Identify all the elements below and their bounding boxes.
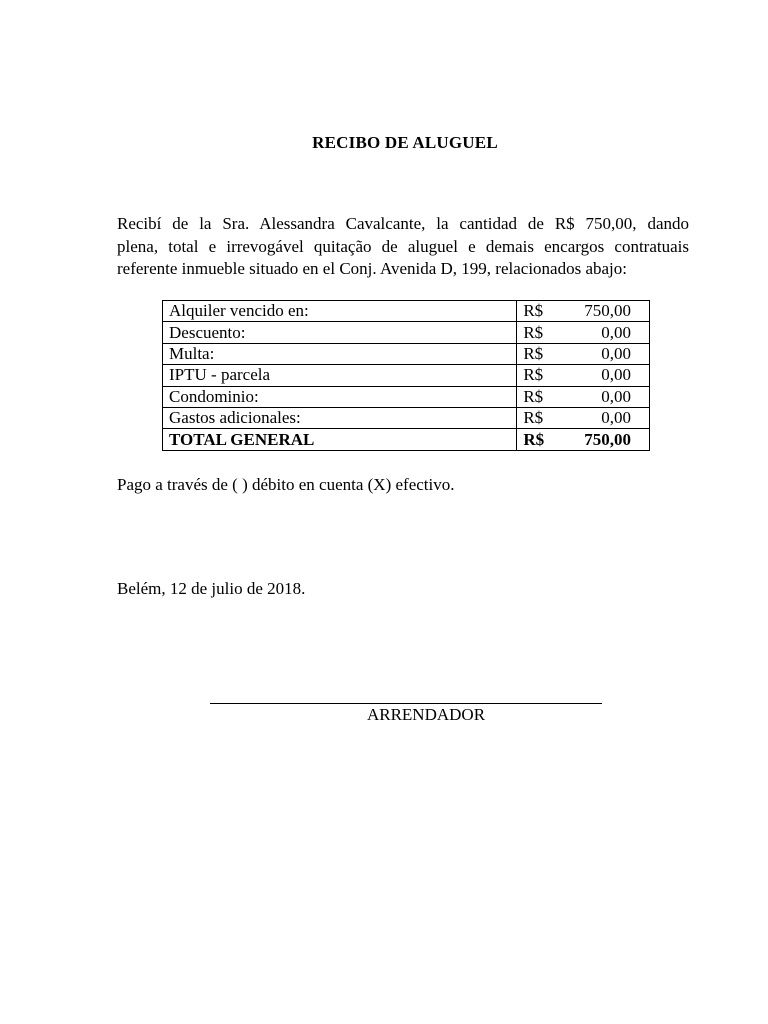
currency-symbol: R$ — [523, 301, 544, 321]
place-and-date: Belém, 12 de julio de 2018. — [117, 579, 306, 598]
charge-value — [517, 386, 650, 407]
total-label: TOTAL GENERAL — [163, 429, 517, 450]
charge-label: Condominio: — [163, 386, 517, 407]
charge-value — [517, 301, 650, 322]
charge-value — [517, 365, 650, 386]
currency-symbol: R$ — [523, 343, 544, 363]
charge-label: Multa: — [163, 343, 517, 364]
document-title: RECIBO DE ALUGUEL — [312, 133, 498, 152]
paragraph-line: Recibí de la Sra. Alessandra Cavalcante, la cantidad de R$ 750,00, dando — [117, 214, 689, 233]
total-amount: 750,00 — [584, 429, 631, 449]
paragraph-line: referente inmueble situado en el Conj. Avenida D, 199, relacionados abajo: — [117, 259, 627, 278]
table-row — [163, 407, 650, 428]
currency-symbol: R$ — [523, 365, 544, 385]
currency-symbol: R$ — [523, 322, 544, 342]
total-row — [163, 429, 650, 450]
charge-value — [517, 407, 650, 428]
charge-label: Gastos adicionales: — [163, 407, 517, 428]
currency-symbol: R$ — [523, 408, 544, 428]
charge-amount: 0,00 — [601, 322, 631, 342]
charge-amount: 0,00 — [601, 386, 631, 406]
signature-line — [210, 703, 602, 704]
charge-amount: 0,00 — [601, 408, 631, 428]
table-row — [163, 301, 650, 322]
charge-label: Descuento: — [163, 322, 517, 343]
charge-amount: 0,00 — [601, 343, 631, 363]
table-row — [163, 365, 650, 386]
receipt-paragraph — [117, 213, 689, 281]
signer-label: ARRENDADOR — [366, 705, 486, 724]
table-row — [163, 386, 650, 407]
total-value — [517, 429, 650, 450]
charge-amount: 0,00 — [601, 365, 631, 385]
table-row — [163, 343, 650, 364]
charge-value — [517, 343, 650, 364]
charge-amount: 750,00 — [584, 301, 631, 321]
table-row — [163, 322, 650, 343]
charge-label: Alquiler vencido en: — [163, 301, 517, 322]
currency-symbol: R$ — [523, 429, 545, 449]
payment-method-text: Pago a través de ( ) débito en cuenta (X) efectivo. — [117, 475, 455, 494]
charge-value — [517, 322, 650, 343]
paragraph-line: plena, total e irrevogável quitação de aluguel e demais encargos contratuais — [117, 236, 689, 256]
charges-table — [162, 300, 650, 451]
charge-label: IPTU - parcela — [163, 365, 517, 386]
currency-symbol: R$ — [523, 386, 544, 406]
